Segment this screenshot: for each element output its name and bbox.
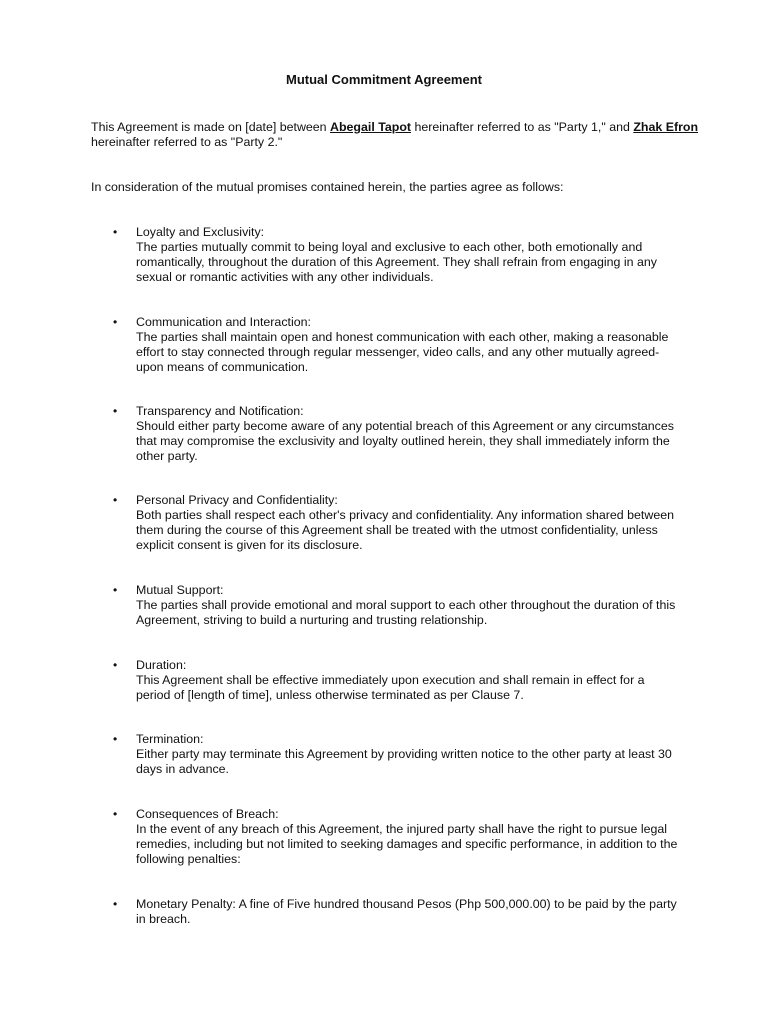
- consideration-paragraph: In consideration of the mutual promises contained herein, the parties agree as follows:: [91, 180, 564, 194]
- clause-body: The parties mutually commit to being loyal and exclusive to each other, both emotionally and romantically, throughout the duration of this Agreement. They shall refrain from engaging in any sexual or romantic activities with any other individuals.: [136, 240, 657, 284]
- clause-heading: Loyalty and Exclusivity:: [136, 225, 265, 239]
- clause-heading: Termination:: [136, 732, 204, 746]
- clause-consequences-of-breach: [113, 807, 681, 867]
- clause-duration: [113, 658, 681, 703]
- clause-heading: Personal Privacy and Confidentiality:: [136, 493, 338, 507]
- bullet-icon: •: [113, 807, 118, 821]
- bullet-icon: •: [113, 732, 118, 746]
- clause-heading: Duration:: [136, 658, 187, 672]
- clause-body: Should either party become aware of any potential breach of this Agreement or any circumstances that may compromise the exclusivity and loyalty outlined herein, they shall immediately inform the other party.: [136, 419, 674, 463]
- clause-transparency: [113, 404, 681, 464]
- clause-communication: [113, 315, 681, 375]
- intro-text-middle: hereinafter referred to as "Party 1," and: [411, 120, 634, 134]
- clause-heading: Communication and Interaction:: [136, 315, 311, 329]
- intro-text-start: This Agreement is made on [date] between: [91, 120, 331, 134]
- clause-body: The parties shall maintain open and honest communication with each other, making a reasonable effort to stay connected through regular messenger, video calls, and any other mutually agreed-upon means of communication.: [136, 330, 669, 374]
- clause-body: In the event of any breach of this Agreement, the injured party shall have the right to pursue legal remedies, including but not limited to seeking damages and specific performance, in addition to the following penalties:: [136, 822, 678, 866]
- clause-body: Both parties shall respect each other's privacy and confidentiality. Any information shared between them during the course of this Agreement shall be treated with the utmost confidentiality, unless explicit consent is given for its disclosure.: [136, 508, 674, 552]
- bullet-icon: •: [113, 493, 118, 507]
- clause-heading: Consequences of Breach:: [136, 807, 279, 821]
- clause-mutual-support: [113, 583, 681, 628]
- clause-body: Monetary Penalty: A fine of Five hundred thousand Pesos (Php 500,000.00) to be paid by the party in breach.: [136, 897, 677, 926]
- bullet-icon: •: [113, 225, 118, 239]
- bullet-icon: •: [113, 583, 118, 597]
- clause-heading: Mutual Support:: [136, 583, 224, 597]
- document-title: Mutual Commitment Agreement: [286, 72, 482, 87]
- clause-body: The parties shall provide emotional and moral support to each other throughout the duration of this Agreement, striving to build a nurturing and trusting relationship.: [136, 598, 676, 627]
- bullet-icon: •: [113, 315, 118, 329]
- clause-privacy: [113, 493, 681, 553]
- party2-name: Zhak Efron: [633, 120, 699, 134]
- clause-heading: Transparency and Notification:: [136, 404, 304, 418]
- clause-termination: [113, 732, 681, 777]
- party1-name: Abegail Tapot: [330, 120, 412, 134]
- clause-body: This Agreement shall be effective immediately upon execution and shall remain in effect for a period of [length of time], unless otherwise terminated as per Clause 7.: [136, 673, 645, 702]
- intro-text-end: hereinafter referred to as "Party 2.": [91, 135, 283, 149]
- bullet-icon: •: [113, 404, 118, 418]
- clause-body: Either party may terminate this Agreement by providing written notice to the other party at least 30 days in advance.: [136, 747, 672, 776]
- clause-loyalty: [113, 225, 681, 285]
- intro-paragraph: [91, 120, 701, 150]
- bullet-icon: •: [113, 897, 118, 911]
- bullet-icon: •: [113, 658, 118, 672]
- clause-monetary-penalty: [113, 897, 681, 927]
